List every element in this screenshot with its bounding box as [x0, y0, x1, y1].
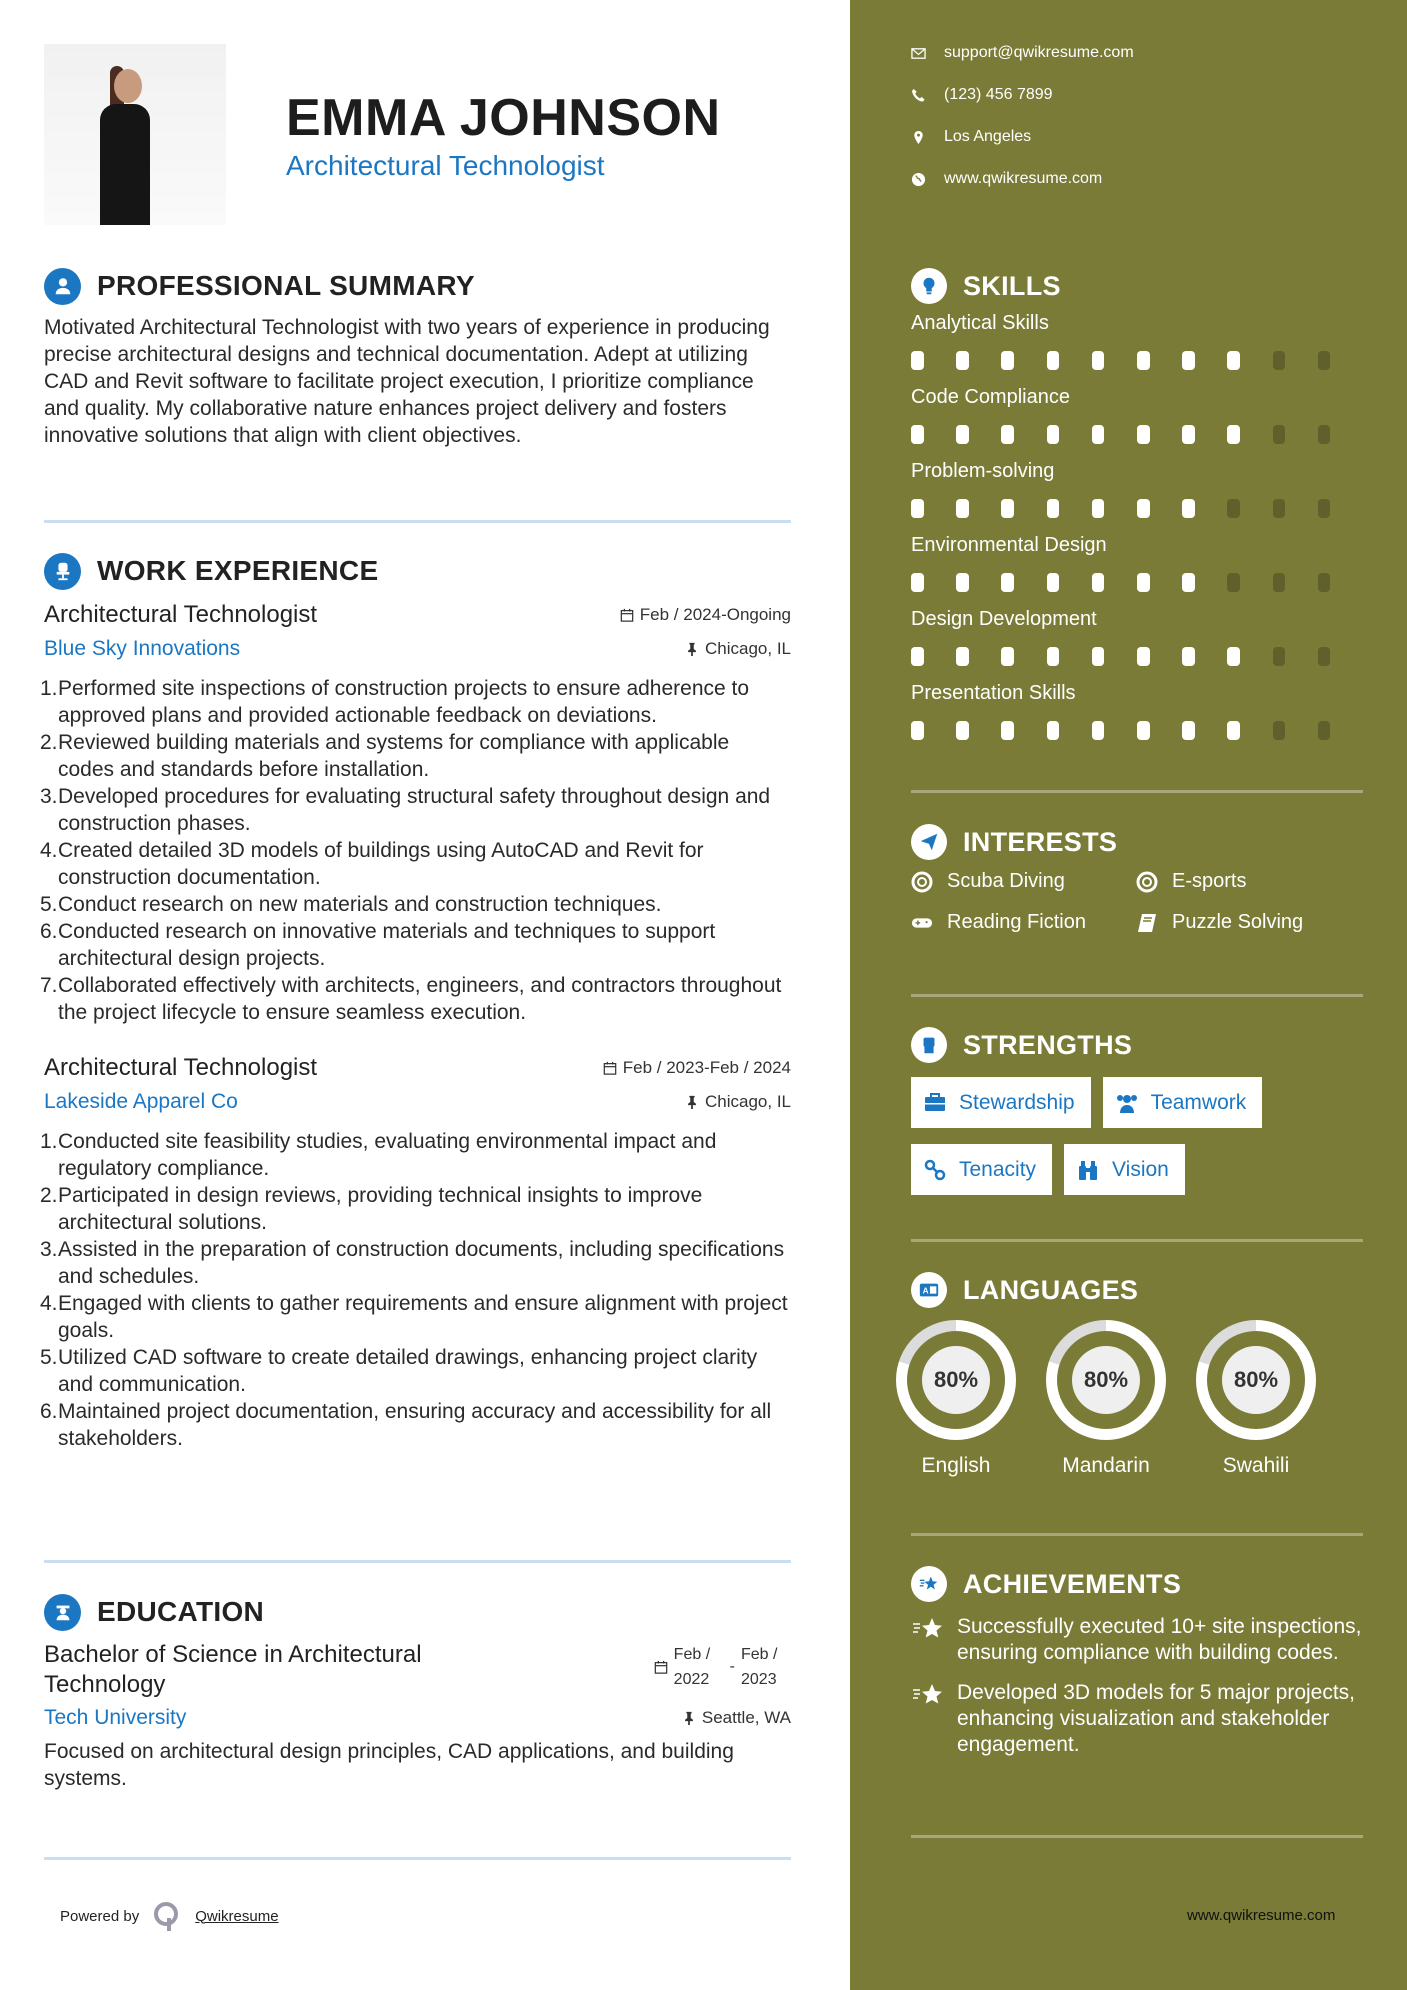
- lifebuoy-icon: [1136, 871, 1158, 893]
- powered-by: Powered by Qwikresume: [60, 1900, 279, 1932]
- section-title: WORK EXPERIENCE: [97, 555, 379, 586]
- rating-dot: [1318, 499, 1331, 518]
- edu-end: Feb / 2023: [741, 1646, 778, 1688]
- contact-phone: (123) 456 7899: [911, 86, 1053, 104]
- book-icon: [1136, 912, 1158, 934]
- candidate-name: EMMA JOHNSON: [286, 89, 721, 147]
- divider: [911, 994, 1363, 997]
- footer-website[interactable]: www.qwikresume.com: [1187, 1907, 1336, 1924]
- job-dates: Feb / 2024-Ongoing: [639, 605, 791, 624]
- rating-dot: [1092, 425, 1105, 444]
- map-pin-icon: [911, 130, 926, 145]
- briefcase-icon: [923, 1091, 947, 1115]
- graduate-icon: [44, 1594, 81, 1631]
- rating-dot: [1182, 351, 1195, 370]
- divider: [911, 790, 1363, 793]
- contact-location: Los Angeles: [911, 128, 1031, 146]
- rating-dot: [1273, 499, 1286, 518]
- calendar-icon: [654, 1660, 668, 1674]
- rating-dot: [1318, 351, 1331, 370]
- interest-item: Scuba Diving: [911, 870, 1136, 893]
- rating-dot: [1273, 351, 1286, 370]
- bullet-item: 1. Conducted site feasibility studies, evaluating environmental impact and regulatory compliance.: [40, 1130, 717, 1180]
- interest-item: Puzzle Solving: [1136, 911, 1356, 934]
- rating-dot: [911, 425, 924, 444]
- skill-rating: [911, 340, 1363, 380]
- rating-dot: [1227, 647, 1240, 666]
- rating-dot: [1182, 647, 1195, 666]
- gamepad-icon: [911, 912, 933, 934]
- edu-description: Focused on architectural design principles, CAD applications, and building systems.: [44, 1740, 734, 1790]
- language-progress-ring: 80%: [1196, 1320, 1316, 1440]
- rating-dot: [911, 351, 924, 370]
- divider: [44, 1857, 791, 1860]
- bullet-item: 1. Performed site inspections of construction projects to ensure adherence to approved plans and provided actionable feedback on deviations.: [40, 677, 750, 727]
- candidate-title: Architectural Technologist: [286, 150, 605, 181]
- job-entry: [40, 601, 791, 1026]
- job-title: Architectural Technologist: [44, 1054, 318, 1081]
- rating-dot: [911, 499, 924, 518]
- rating-dot: [1227, 573, 1240, 592]
- skill-rating: [911, 710, 1363, 750]
- rating-dot: [1092, 647, 1105, 666]
- bullet-item: 3. Developed procedures for evaluating structural safety throughout design and construction phases.: [40, 785, 771, 835]
- calendar-icon: [620, 608, 634, 622]
- skill-rating: [911, 414, 1363, 454]
- strength-chip: Tenacity: [911, 1144, 1052, 1195]
- job-bullets: [40, 675, 791, 1026]
- skills-list: [911, 312, 1363, 750]
- pin-icon: [682, 1711, 696, 1725]
- rating-dot: [1047, 499, 1060, 518]
- job-title: Architectural Technologist: [44, 601, 318, 628]
- rating-dot: [1047, 573, 1060, 592]
- pin-icon: [685, 642, 699, 656]
- calendar-icon: [603, 1061, 617, 1075]
- paper-plane-icon: [911, 824, 947, 860]
- rating-dot: [1001, 425, 1014, 444]
- divider: [911, 1239, 1363, 1242]
- rating-dot: [1047, 721, 1060, 740]
- rating-dot: [1227, 721, 1240, 740]
- profile-photo: [44, 44, 226, 225]
- rating-dot: [1227, 499, 1240, 518]
- strength-chip: Teamwork: [1103, 1077, 1263, 1128]
- rating-dot: [1092, 351, 1105, 370]
- languages-list: [911, 1320, 1363, 1478]
- skill-label: Design Development: [911, 608, 1097, 630]
- rating-dot: [956, 573, 969, 592]
- rating-dot: [1047, 425, 1060, 444]
- language-item: 80% Swahili: [1181, 1320, 1331, 1478]
- bullet-item: 2. Reviewed building materials and systems for compliance with applicable codes and standards before installation.: [40, 731, 730, 781]
- language-progress-ring: 80%: [1046, 1320, 1166, 1440]
- skill-rating: [911, 636, 1363, 676]
- strength-chip: Stewardship: [911, 1077, 1091, 1128]
- lightbulb-icon: [911, 268, 947, 304]
- job-location: Chicago, IL: [705, 1092, 791, 1111]
- language-item: 80% English: [881, 1320, 1031, 1478]
- skill-label: Presentation Skills: [911, 682, 1076, 704]
- fist-icon: [911, 1027, 947, 1063]
- bullet-item: 6. Conducted research on innovative materials and techniques to support architectural design projects.: [40, 920, 716, 970]
- skill-rating: [911, 562, 1363, 602]
- summary-section: [44, 266, 791, 449]
- rating-dot: [1182, 721, 1195, 740]
- experience-section: [40, 551, 791, 1452]
- rating-dot: [1273, 721, 1286, 740]
- globe-icon: [911, 172, 926, 187]
- strengths-section: STRENGTHS Stewardship Teamwork Tenacity Vision: [911, 1025, 1363, 1195]
- rating-dot: [1001, 721, 1014, 740]
- rating-dot: [1273, 647, 1286, 666]
- bullet-item: 6. Maintained project documentation, ensuring accuracy and accessibility for all stakeholders.: [40, 1400, 772, 1450]
- interest-item: Reading Fiction: [911, 911, 1136, 934]
- job-company: Blue Sky Innovations: [44, 637, 241, 660]
- rating-dot: [1273, 573, 1286, 592]
- rating-dot: [956, 351, 969, 370]
- language-progress-ring: 80%: [896, 1320, 1016, 1440]
- users-icon: [1115, 1091, 1139, 1115]
- skill-rating: [911, 488, 1363, 528]
- rating-dot: [1182, 573, 1195, 592]
- section-title: PROFESSIONAL SUMMARY: [97, 270, 475, 301]
- rating-dot: [1092, 499, 1105, 518]
- divider: [911, 1835, 1363, 1838]
- qwikresume-logo-icon: [153, 1900, 181, 1932]
- svg-text:A: A: [922, 1286, 929, 1296]
- school: Tech University: [44, 1706, 187, 1729]
- education-section: EDUCATION Bachelor of Science in Architectural Technology Feb / 2022 - Feb / 2023 Tech University Seattle, WA Focused on architectural design principles, CAD applications, and building systems.: [44, 1592, 791, 1792]
- strengths-list: [911, 1077, 1311, 1195]
- skill-label: Problem-solving: [911, 460, 1055, 482]
- job-bullets: [40, 1128, 791, 1452]
- pin-icon: [685, 1095, 699, 1109]
- rating-dot: [1047, 351, 1060, 370]
- bullet-item: 3. Assisted in the preparation of construction documents, including specifications and schedules.: [40, 1238, 785, 1288]
- divider: [44, 1560, 791, 1563]
- rating-dot: [956, 425, 969, 444]
- skill-label: Code Compliance: [911, 386, 1070, 408]
- bullet-item: 4. Created detailed 3D models of buildings using AutoCAD and Revit for construction documentation.: [40, 839, 704, 889]
- rating-dot: [1227, 425, 1240, 444]
- rating-dot: [1182, 425, 1195, 444]
- rating-dot: [1047, 647, 1060, 666]
- star-icon: [911, 1682, 945, 1708]
- bullet-item: 2. Participated in design reviews, providing technical insights to improve architectural solutions.: [40, 1184, 703, 1234]
- rating-dot: [1092, 573, 1105, 592]
- achievements-section: ACHIEVEMENTS Successfully executed 10+ site inspections, ensuring compliance with building codes. Developed 3D models for 5 major projects, enhancing visualization and stakeholder engagement.: [911, 1564, 1363, 1758]
- rating-dot: [1137, 499, 1150, 518]
- edu-start: Feb / 2022: [673, 1646, 711, 1688]
- link-icon: [923, 1158, 947, 1182]
- star-badge-icon: [911, 1566, 947, 1602]
- rating-dot: [1137, 425, 1150, 444]
- section-title: EDUCATION: [97, 1596, 265, 1627]
- phone-icon: [911, 88, 926, 103]
- rating-dot: [1137, 721, 1150, 740]
- degree: Bachelor of Science in Architectural Technology: [44, 1641, 422, 1698]
- rating-dot: [911, 721, 924, 740]
- language-item: 80% Mandarin: [1031, 1320, 1181, 1478]
- skill-label: Analytical Skills: [911, 312, 1049, 334]
- qwikresume-link[interactable]: Qwikresume: [195, 1907, 279, 1925]
- skill-label: Environmental Design: [911, 534, 1107, 556]
- bullet-item: 4. Engaged with clients to gather requirements and ensure alignment with project goals.: [40, 1292, 788, 1342]
- bullet-item: 7. Collaborated effectively with architects, engineers, and contractors throughout the project lifecycle to ensure seamless execution.: [40, 974, 782, 1024]
- rating-dot: [956, 647, 969, 666]
- binoculars-icon: [1076, 1158, 1100, 1182]
- strength-chip: Vision: [1064, 1144, 1185, 1195]
- contact-website: www.qwikresume.com: [911, 170, 1102, 188]
- rating-dot: [1092, 721, 1105, 740]
- divider: [911, 1533, 1363, 1536]
- divider: [44, 520, 791, 523]
- lifebuoy-icon: [911, 871, 933, 893]
- rating-dot: [1001, 573, 1014, 592]
- rating-dot: [911, 647, 924, 666]
- interest-item: E-sports: [1136, 870, 1356, 893]
- bullet-item: 5. Utilized CAD software to create detailed drawings, enhancing project clarity and communication.: [40, 1346, 758, 1396]
- rating-dot: [1001, 499, 1014, 518]
- rating-dot: [1001, 647, 1014, 666]
- rating-dot: [1318, 721, 1331, 740]
- job-location: Chicago, IL: [705, 639, 791, 658]
- rating-dot: [911, 573, 924, 592]
- translate-icon: [911, 1272, 947, 1308]
- languages-section: A LANGUAGES 80% English 80% Mandarin 80% Swahili: [911, 1270, 1363, 1478]
- rating-dot: [1273, 425, 1286, 444]
- star-icon: [911, 1616, 945, 1642]
- rating-dot: [1137, 351, 1150, 370]
- skills-section: SKILLS Analytical Skills Code Compliance Problem-solving Environmental Design Design Development Presentation Skills: [911, 266, 1363, 750]
- edu-location: Seattle, WA: [701, 1708, 791, 1727]
- summary-text: Motivated Architectural Technologist with two years of experience in producing precise architectural designs and technical documentation. Adept at utilizing CAD and Revit software to facilitate project execution, I prioritize compliance and quality. My collaborative nature enhances project delivery and fosters innovative solutions that align with client objectives.: [44, 316, 770, 447]
- job-dates: Feb / 2023-Feb / 2024: [622, 1058, 791, 1077]
- rating-dot: [1137, 573, 1150, 592]
- chair-icon: [44, 553, 81, 590]
- contact-email: support@qwikresume.com: [911, 44, 1134, 62]
- rating-dot: [1227, 351, 1240, 370]
- achievement-item: Developed 3D models for 5 major projects, enhancing visualization and stakeholder engagement.: [911, 1680, 1363, 1758]
- user-icon: [44, 268, 81, 305]
- rating-dot: [956, 499, 969, 518]
- interests-list: [911, 870, 1363, 934]
- job-entry: [40, 1054, 791, 1452]
- rating-dot: [1318, 647, 1331, 666]
- rating-dot: [956, 721, 969, 740]
- rating-dot: [1001, 351, 1014, 370]
- rating-dot: [1182, 499, 1195, 518]
- achievement-item: Successfully executed 10+ site inspections, ensuring compliance with building codes.: [911, 1614, 1363, 1666]
- rating-dot: [1318, 573, 1331, 592]
- job-company: Lakeside Apparel Co: [44, 1090, 238, 1113]
- interests-section: INTERESTS Scuba Diving E-sports Reading Fiction Puzzle Solving: [911, 822, 1363, 934]
- rating-dot: [1318, 425, 1331, 444]
- envelope-icon: [911, 46, 926, 61]
- bullet-item: 5. Conduct research on new materials and construction techniques.: [40, 893, 662, 916]
- rating-dot: [1137, 647, 1150, 666]
